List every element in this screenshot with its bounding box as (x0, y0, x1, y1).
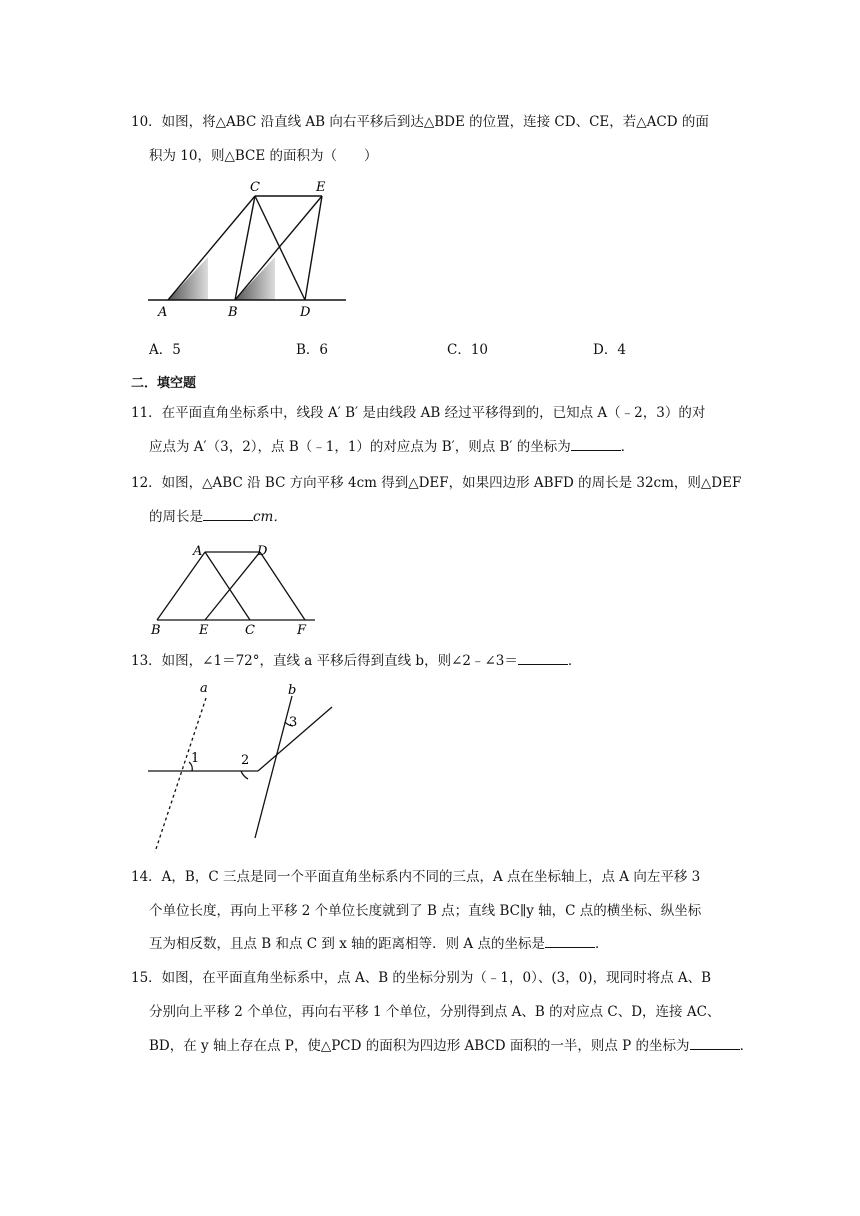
section-fill-in-title: 二．填空题 (131, 376, 197, 391)
q14-line3 (149, 934, 608, 954)
q11-period: ． (620, 439, 635, 455)
seg-de (205, 552, 260, 620)
q15-line2: 分别向上平移 2 个单位，再向右平移 1 个单位，分别得到点 A、B 的对应点 C、D，连接 AC、 (149, 1004, 721, 1020)
angle2-arc (241, 771, 248, 779)
seg-de (305, 196, 322, 300)
q14-period: ． (594, 936, 609, 952)
q11-answer-blank[interactable] (571, 437, 621, 451)
q13-line1 (131, 651, 581, 671)
q13-figure (140, 680, 350, 860)
q12-line1: 12．如图，△ABC 沿 BC 方向平移 4cm 得到△DEF，如果四边形 ABFD 的周长是 32cm，则△DEF (131, 475, 742, 491)
q10-option-c[interactable]: C．10 (447, 342, 489, 358)
label-b: B (151, 623, 161, 638)
q10-line1: 10．如图，将△ABC 沿直线 AB 向右平移后到达△BDE 的位置，连接 CD、CE，若△ACD 的面 (131, 114, 709, 130)
q12-unit: cm． (253, 509, 287, 525)
q14-text: 互为相反数，且点 B 和点 C 到 x 轴的距离相等．则 A 点的坐标是 (149, 936, 545, 952)
label-c: C (245, 623, 255, 638)
q10-figure (140, 172, 360, 322)
q12-figure (145, 540, 325, 640)
label-line-b: b (288, 683, 297, 698)
q10-option-b[interactable]: B．6 (296, 342, 329, 358)
seg-ac (168, 196, 255, 300)
label-line-a: a (200, 681, 208, 696)
q15-line1: 15．如图，在平面直角坐标系中，点 A、B 的坐标分别为（﹣1，0）、(3，0)，现同时将点 A、B (131, 970, 712, 986)
label-a: A (158, 305, 168, 320)
label-e: E (199, 623, 209, 638)
q10-option-a[interactable]: A．5 (149, 342, 181, 358)
q13-period: ． (567, 653, 582, 669)
label-d: D (257, 544, 268, 559)
line-a-dashed (155, 698, 206, 852)
label-f: F (297, 623, 307, 638)
label-angle2: 2 (241, 753, 250, 768)
q14-line1: 14．A，B，C 三点是同一个平面直角坐标系内不同的三点，A 点在坐标轴上，点 A 向左平移 3 (131, 869, 701, 885)
q12-answer-blank[interactable] (203, 507, 253, 521)
q15-line3 (149, 1036, 753, 1056)
q13-text: 13．如图，∠1＝72°，直线 a 平移后得到直线 b，则∠2﹣∠3＝ (131, 653, 518, 669)
q11-line2 (149, 437, 634, 457)
q15-text: BD，在 y 轴上存在点 P，使△PCD 的面积为四边形 ABCD 面积的一半，则点 P 的坐标为 (149, 1038, 690, 1054)
q13-answer-blank[interactable] (518, 651, 568, 665)
q10-option-d[interactable]: D．4 (593, 342, 626, 358)
label-a: A (193, 544, 203, 559)
q11-text: 应点为 A′（3，2），点 B（﹣1，1）的对应点为 B′，则点 B′ 的坐标为 (149, 439, 571, 455)
q11-line1: 11．在平面直角坐标系中，线段 A′ B′ 是由线段 AB 经过平移得到的，已知点 A（﹣2，3）的对 (131, 405, 706, 421)
seg-df (260, 552, 305, 620)
label-e: E (316, 180, 326, 195)
seg-be (235, 196, 322, 300)
q12-line2 (149, 507, 287, 527)
seg-ac (205, 552, 250, 620)
q15-answer-blank[interactable] (690, 1036, 740, 1050)
line-b (255, 696, 292, 838)
label-b: B (228, 305, 238, 320)
q15-period: ． (739, 1038, 754, 1054)
label-d: D (300, 305, 311, 320)
label-c: C (250, 180, 260, 195)
q14-line2: 个单位长度，再向上平移 2 个单位长度就到了 B 点；直线 BC∥y 轴，C 点的横坐标、纵坐标 (149, 903, 702, 919)
q10-line2: 积为 10，则△BCE 的面积为（ ） (149, 148, 378, 164)
seg-ab (157, 552, 205, 620)
label-angle1: 1 (191, 751, 200, 766)
q12-text: 的周长是 (149, 509, 203, 525)
label-angle3: 3 (289, 715, 298, 730)
q14-answer-blank[interactable] (545, 934, 595, 948)
